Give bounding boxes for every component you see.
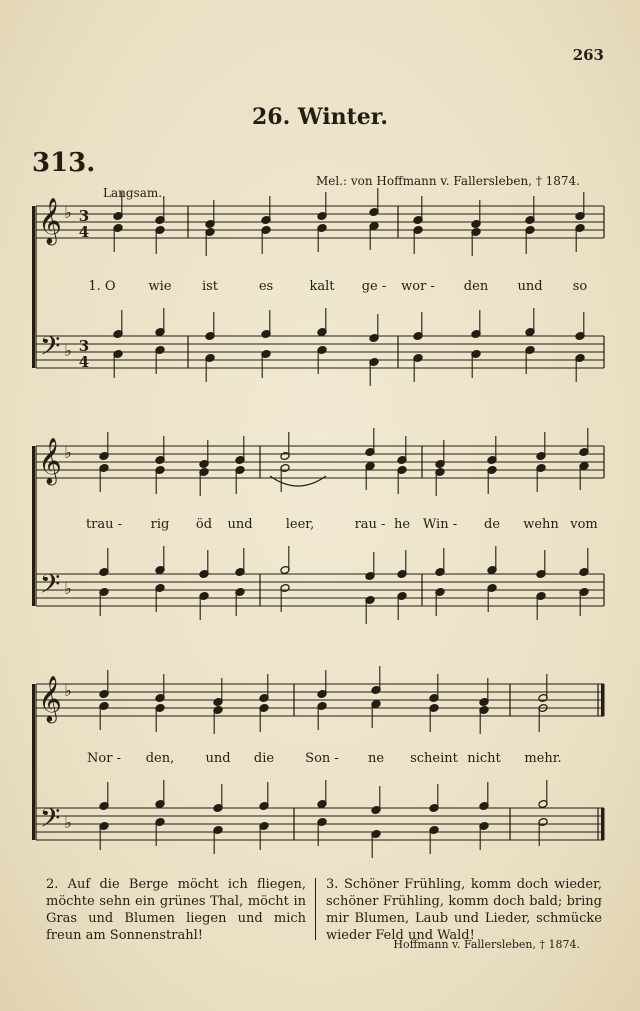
lyric-syllable: de: [483, 517, 501, 532]
author-credit: Hoffmann v. Fallersleben, † 1874.: [393, 938, 580, 951]
lyric-syllable: vom: [570, 517, 598, 532]
lyric-syllable: Nor -: [87, 751, 121, 766]
lyric-syllable: Son -: [305, 751, 339, 766]
verse-3: 3. Schöner Frühling, komm doch wieder, schöner Frühling, komm doch bald; bring mir Blumen, Laub und Lieder, schmücke wieder Feld und Wald!: [326, 877, 602, 943]
lyric-syllable: ne: [367, 751, 385, 766]
flat-sign: ♭: [64, 443, 72, 462]
bass-clef: 𝄢: [39, 330, 61, 368]
flat-sign: ♭: [64, 813, 72, 832]
lyric-syllable: ist: [201, 279, 219, 294]
lyric-syllable: trau -: [85, 517, 123, 532]
flat-sign: ♭: [64, 341, 72, 360]
lyric-syllable: die: [253, 751, 275, 766]
page-number: 263: [572, 46, 604, 64]
lyric-syllable: wor -: [401, 279, 435, 294]
lyric-syllable: Win -: [422, 517, 458, 532]
lyric-syllable: he: [393, 517, 411, 532]
time-signature-top: 3: [78, 337, 90, 355]
lyric-syllable: wehn: [523, 517, 559, 532]
lyrics-line-3: [0, 751, 640, 771]
flat-sign: ♭: [64, 681, 72, 700]
time-signature-bottom: 4: [78, 353, 90, 371]
treble-clef: 𝄞: [38, 198, 62, 244]
time-signature-bottom: 4: [78, 223, 90, 241]
lyric-syllable: und: [517, 279, 543, 294]
lyric-syllable: den,: [145, 751, 175, 766]
lyric-syllable: ge -: [361, 279, 387, 294]
lyric-syllable: und: [227, 517, 253, 532]
final-barline: [601, 684, 605, 716]
lyric-syllable: öd: [195, 517, 213, 532]
verse-divider: [315, 878, 316, 940]
lyrics-line-1: [0, 279, 640, 299]
verse-2: 2. Auf die Berge möcht ich fliegen, möchte sehn ein grünes Thal, möcht in Gras und Blumen liegen und mich freun am Sonnenstrahl!: [46, 877, 306, 943]
flat-sign: ♭: [64, 203, 72, 222]
bass-clef: 𝄢: [39, 802, 61, 840]
treble-clef: 𝄞: [38, 676, 62, 722]
final-barline: [601, 808, 605, 840]
flat-sign: ♭: [64, 579, 72, 598]
lyric-syllable: 1. O: [88, 279, 116, 294]
lyric-syllable: kalt: [309, 279, 335, 294]
bass-clef: 𝄢: [39, 568, 61, 606]
lyric-syllable: den: [463, 279, 489, 294]
lyric-syllable: so: [572, 279, 588, 294]
lyric-syllable: rau -: [354, 517, 386, 532]
time-signature-top: 3: [78, 207, 90, 225]
lyric-syllable: leer,: [285, 517, 315, 532]
tempo-marking: Langsam.: [103, 186, 163, 200]
section-title: 26. Winter.: [252, 104, 388, 130]
lyric-syllable: und: [205, 751, 231, 766]
lyric-syllable: scheint: [410, 751, 458, 766]
treble-clef: 𝄞: [38, 438, 62, 484]
lyric-syllable: rig: [150, 517, 170, 532]
lyric-syllable: es: [258, 279, 274, 294]
hymn-number: 313.: [32, 148, 96, 178]
lyric-syllable: mehr.: [524, 751, 562, 766]
lyrics-line-2: [0, 517, 640, 537]
melody-credit: Mel.: von Hoffmann v. Fallersleben, † 1874.: [315, 174, 580, 188]
lyric-syllable: wie: [148, 279, 172, 294]
lyric-syllable: nicht: [467, 751, 501, 766]
